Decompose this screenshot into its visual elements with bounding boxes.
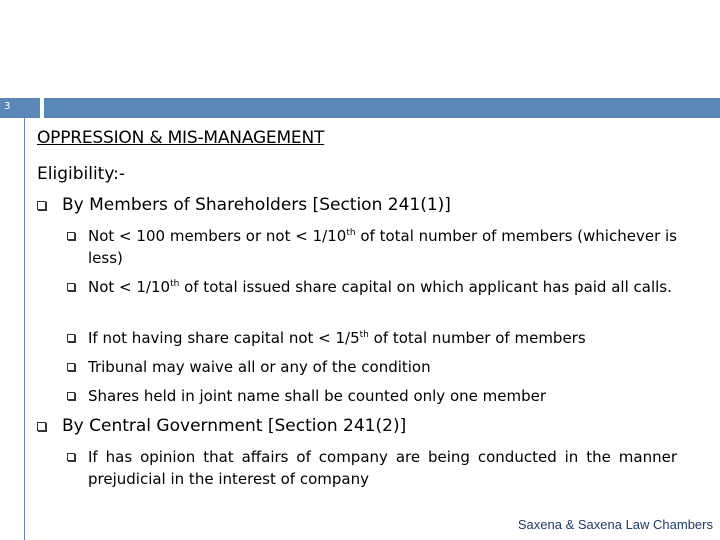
slide-number-box — [0, 98, 40, 118]
slide-number: 3 — [4, 101, 11, 112]
list-item-text: If has opinion that affairs of company are being conducted in the manner prejudicial in the interest of company — [88, 448, 677, 488]
square-bullet-icon — [67, 392, 75, 400]
list-item-text: Tribunal may waive all or any of the condition — [88, 358, 431, 376]
slide-title: OPPRESSION & MIS-MANAGEMENT — [37, 128, 325, 148]
square-bullet-icon — [67, 283, 75, 291]
section-heading-text: By Central Government [Section 241(2)] — [62, 416, 407, 436]
square-bullet-icon — [67, 334, 75, 342]
list-item-text: Not < 1/10th of total issued share capital on which applicant has paid all calls. — [88, 278, 672, 296]
header-bar — [44, 98, 720, 118]
vertical-divider — [24, 118, 25, 540]
square-bullet-icon — [67, 232, 75, 240]
eligibility-label: Eligibility:- — [37, 164, 126, 184]
square-bullet-icon — [67, 453, 75, 461]
list-item-text: Not < 100 members or not < 1/10th of total number of members (whichever is less) — [88, 227, 677, 267]
section-heading-text: By Members of Shareholders [Section 241(1)] — [62, 195, 451, 215]
square-bullet-icon — [37, 422, 46, 431]
list-item-text: If not having share capital not < 1/5th of total number of members — [88, 329, 586, 347]
list-item-text: Shares held in joint name shall be counted only one member — [88, 387, 546, 405]
footer-credit: Saxena & Saxena Law Chambers — [517, 517, 713, 532]
square-bullet-icon — [67, 363, 75, 371]
square-bullet-icon — [37, 201, 46, 210]
